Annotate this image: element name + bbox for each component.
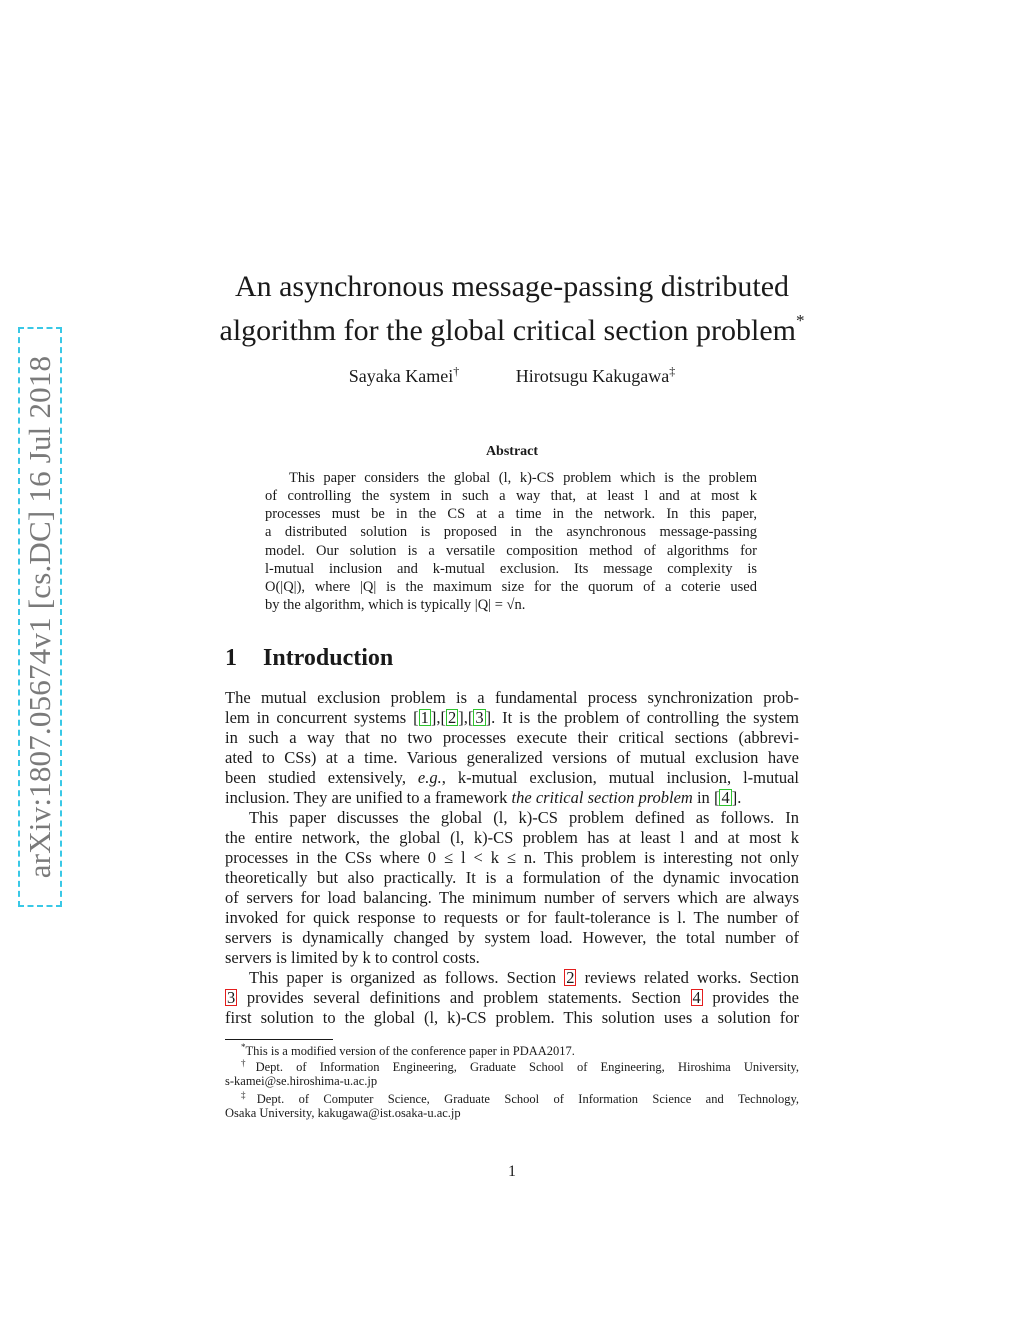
- abstract-line: of controlling the system in such a way that, at least l and at most k: [265, 488, 757, 504]
- footnote-2: [241, 1058, 799, 1075]
- footnote-3: [241, 1090, 799, 1107]
- footnote-divider: [225, 1039, 333, 1040]
- text-run: provides several definitions and problem statements. Section: [237, 988, 691, 1007]
- section-ref-link[interactable]: 3: [227, 988, 236, 1007]
- abstract-line: O(|Q|), where |Q| is the maximum size for the quorum of a coterie used: [265, 579, 757, 595]
- author-2-mark[interactable]: ‡: [669, 364, 676, 378]
- body-line: of servers for load balancing. The minimum number of servers which are always: [225, 888, 799, 907]
- text-run: inclusion. They are unified to a framework: [225, 788, 512, 807]
- section-heading: [225, 645, 393, 672]
- body-line: lem in concurrent systems [ 1 ],[ 2 ],[ 3 ]. It is the problem of controlling the system: [225, 708, 799, 727]
- body-line: in such a way that no two processes execute their critical sections (abbrevi-: [225, 728, 799, 747]
- body-line: [225, 768, 799, 788]
- footnote-mark: ‡: [241, 1090, 257, 1100]
- italic-text: e.g.: [417, 768, 442, 787]
- footnote-text: Dept. of Computer Science, Graduate School of Information Science and Technology,: [256, 1092, 800, 1107]
- body-line: The mutual exclusion problem is a fundamental process synchronization prob-: [225, 688, 799, 707]
- footnote-1: [241, 1042, 799, 1059]
- abstract-line: processes must be in the CS at a time in the network. In this paper,: [265, 506, 757, 522]
- text-run: .: [737, 788, 742, 807]
- citation-link[interactable]: 4: [721, 788, 730, 807]
- abstract-line: l-mutual inclusion and k-mutual exclusion. Its message complexity is: [265, 561, 757, 577]
- abstract-line: This paper considers the global (l, k)-CS problem which is the problem: [289, 470, 757, 486]
- body-line: first solution to the global (l, k)-CS problem. This solution uses a solution for: [225, 1008, 799, 1027]
- italic-text: the critical section problem: [511, 788, 693, 807]
- text-run: , k-mutual exclusion, mutual inclusion, l-mutual: [441, 768, 799, 787]
- author-1-name: Sayaka Kamei: [348, 366, 454, 386]
- title-text-1: An asynchronous message-passing distributed: [234, 270, 790, 303]
- body-line: This paper discusses the global (l, k)-CS problem defined as follows. In: [249, 808, 799, 827]
- footnote-mark: *: [241, 1042, 246, 1052]
- author-2: [516, 364, 675, 387]
- section-ref-link[interactable]: 2: [566, 968, 575, 987]
- body-line: inclusion. They are unified to a framework the critical section problem in [ 4 ].: [225, 788, 742, 807]
- abstract-heading: Abstract: [485, 444, 539, 459]
- body-line: [249, 968, 799, 988]
- body-line: the entire network, the global (l, k)-CS problem has at least l and at most k: [225, 828, 799, 847]
- body-line: servers is dynamically changed by system load. However, the total number of: [225, 928, 799, 947]
- body-line: servers is limited by k to control costs.: [225, 948, 480, 967]
- text-run: . It is the problem of controlling the system: [491, 708, 799, 727]
- footnote-text: This is a modified version of the conference paper in PDAA2017.: [245, 1044, 575, 1059]
- abstract-line: a distributed solution is proposed in the asynchronous message-passing: [265, 524, 757, 540]
- title-footnote-mark[interactable]: *: [796, 311, 805, 330]
- text-run: This paper is organized as follows. Section: [249, 968, 565, 987]
- footnote-mark: †: [241, 1058, 256, 1068]
- text-run: reviews related works. Section: [576, 968, 799, 987]
- author-1: [349, 364, 459, 387]
- body-line: theoretically but also practically. It is a formulation of the dynamic invocation: [225, 868, 799, 887]
- footnote-2-email: s-kamei@se.hiroshima-u.ac.jp: [225, 1074, 378, 1088]
- text-run: lem in concurrent systems: [225, 708, 414, 727]
- section-ref-link[interactable]: 4: [692, 988, 701, 1007]
- citation-link[interactable]: 2: [447, 708, 457, 727]
- title-text-2: algorithm for the global critical section problem: [219, 314, 796, 347]
- page-number: 1: [508, 1163, 516, 1180]
- abstract-line: model. Our solution is a versatile composition method of algorithms for: [265, 543, 757, 559]
- body-line: invoked for quick response to requests or for fault-tolerance is l. The number of: [225, 908, 799, 927]
- author-2-name: Hirotsugu Kakugawa: [515, 366, 670, 386]
- body-line: processes in the CSs where 0 ≤ l < k ≤ n. This problem is interesting not only: [225, 848, 799, 867]
- body-line: ated to CSs) at a time. Various generalized versions of mutual exclusion have: [225, 748, 799, 767]
- author-1-mark[interactable]: †: [453, 364, 460, 378]
- arxiv-stamp: [18, 327, 62, 907]
- author-list: [0, 364, 1024, 387]
- text-run: in: [692, 788, 714, 807]
- arxiv-identifier: arXiv:1807.05674v1 [cs.DC] 16 Jul 2018: [22, 355, 57, 879]
- citation-link[interactable]: 3: [475, 708, 484, 727]
- text-run: provides the: [702, 988, 799, 1007]
- paper-title-line-1: [200, 268, 824, 305]
- footnote-3-email: Osaka University, kakugawa@ist.osaka-u.ac.jp: [225, 1106, 461, 1120]
- body-line: [225, 988, 799, 1008]
- text-run: been studied extensively,: [225, 768, 418, 787]
- abstract-line: by the algorithm, which is typically |Q| = √n.: [265, 597, 526, 613]
- footnote-text: Dept. of Information Engineering, Graduate School of Engineering, Hiroshima University,: [255, 1060, 799, 1075]
- section-number: 1: [225, 645, 237, 671]
- section-title: Introduction: [263, 645, 394, 671]
- paper-title-line-2: [200, 305, 824, 349]
- citation-link[interactable]: 1: [420, 708, 429, 727]
